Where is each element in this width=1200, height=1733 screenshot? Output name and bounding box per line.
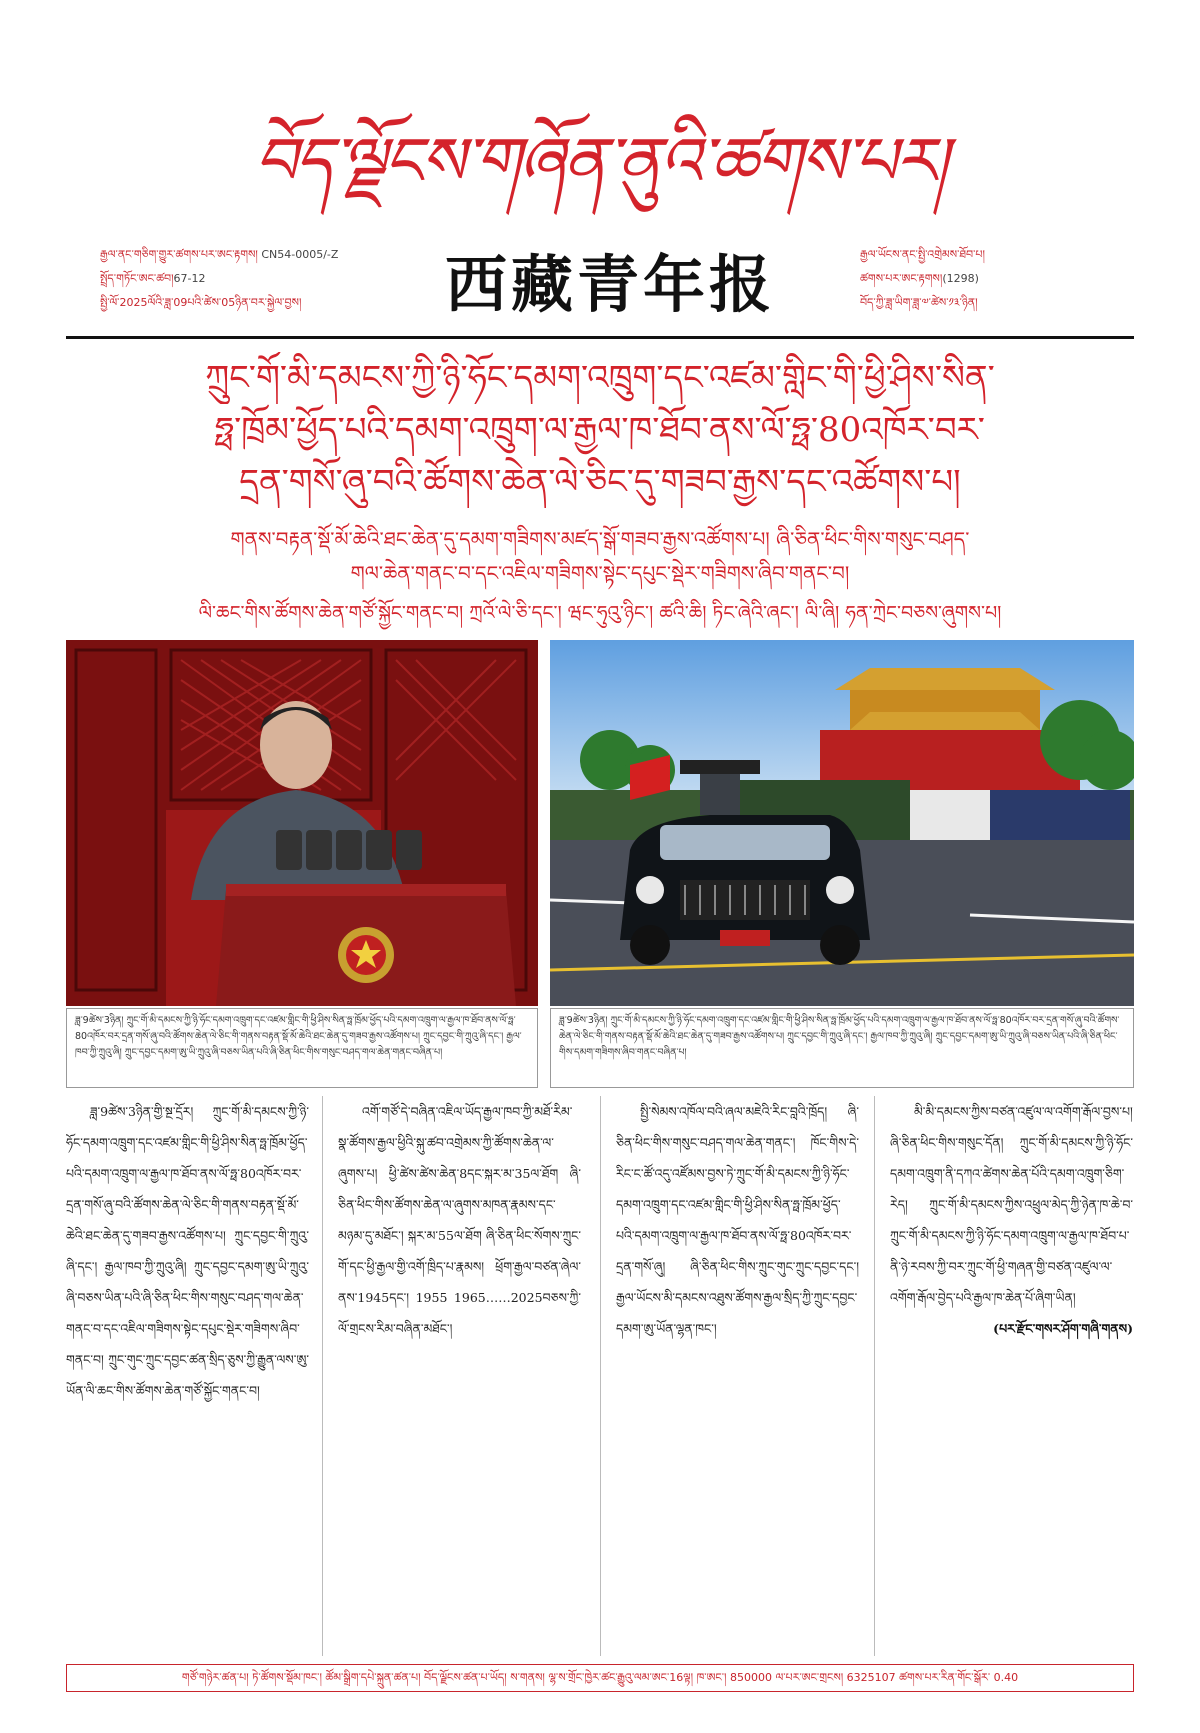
photo-caption-right: ཟླ་9ཚེས་3ཉིན། ཀྲུང་གོ་མི་དམངས་ཀྱི་ཉི་ཧོང་དམག་འཁྲུག་དང་འཛམ་གླིང་གི་ཕྱི་ཤིས་སིན་ཧྥ་ཁྲོམ་ཕྱོད་པའི་དམག་འཁྲུག་ལ་རྒྱལ་ཁ་ཐོབ་ནས་ལོ་ཧྥ་80འཁོར་བར་དྲན་གསོ་ཞུ་བའི་ཚོགས་ཆེན་ལེ་ཅིང་གི་གནས་བརྟན་སྡོ་མོ་ཆེའི་ཐང་ཆེན་དུ་གཟབ་རྒྱས་འཚོགས་པ། ཀྲུང་དབྱང་གི་ཀྲུའུ་ཞི་དང་། རྒྱལ་ཁབ་ཀྱི་ཀྲུའུ་ཞི། ཀྲུང་དབྱང་དམག་ཨུ་ཡི་ཀྲུའུ་ཞི་བཅས་ཡིན་པའི་ཞི་ཅིན་ཕིང་གིས་དམག་གཟིགས་ཞིབ་གནང་བཞིན་པ། bbox=[550, 1008, 1134, 1088]
photo-caption-left: ཟླ་9ཚེས་3ཉིན། ཀྲུང་གོ་མི་དམངས་ཀྱི་ཉི་ཧོང་དམག་འཁྲུག་དང་འཛམ་གླིང་གི་ཕྱི་ཤིས་སིན་ཧྥ་ཁྲོམ་ཕྱོད་པའི་དམག་འཁྲུག་ལ་རྒྱལ་ཁ་ཐོབ་ནས་ལོ་ཧྥ་80འཁོར་བར་དྲན་གསོ་ཞུ་བའི་ཚོགས་ཆེན་ལེ་ཅིང་གི་གནས་བརྟན་སྡོ་མོ་ཆེའི་ཐང་ཆེན་དུ་གཟབ་རྒྱས་འཚོགས་པ། ཀྲུང་དབྱང་གི་ཀྲུའུ་ཞི་དང་། རྒྱལ་ཁབ་ཀྱི་ཀྲུའུ་ཞི། ཀྲུང་དབྱང་དམག་ཨུ་ཡི་ཀྲུའུ་ཞི་བཅས་ཡིན་པའི་ཞི་ཅིན་ཕིང་གིས་གསུང་བཤད་གལ་ཆེན་གནང་བཞིན་པ། bbox=[66, 1008, 538, 1088]
column-2-text: འགོ་གཙོ་དེ་བཞིན་འཇིལ་ཡོད་རྒྱལ་ཁབ་ཀྱི་མཐོ་རིམ་སྣ་ཚོགས་རྒྱལ་ཕྱིའི་སྐུ་ཚབ་འགྲེམས་ཀྱི་ཚོགས་ཆེན་ལ་ཞུགས་པ། ཕྱི་ཚེས་ཚེས་ཆེན་8དང་སྐར་མ་35ལ་ཐོག ཞི་ཅིན་ཕིང་གིས་ཚོགས་ཆེན་ལ་ཞུགས་མཁན་རྣམས་དང་མཉམ་དུ་མཐོང་། སྐར་མ་55ལ་ཐོག ཞི་ཅིན་ཕིང་སོགས་ཀྲུང་གོ་དང་ཕྱི་རྒྱལ་གྱི་འགོ་ཁྲིད་པ་རྣམས། ཕྲོག་རྒྱལ་བཙན་ཞེལ་ནས་1945དང་། 1955 1965……2025བཅས་ཀྱི་ལོ་གྲངས་རིམ་བཞིན་མཐོང་། bbox=[338, 1104, 581, 1336]
issue-number-label: ཚགས་པར་ཨང་རྟགས། bbox=[860, 272, 943, 285]
article-column-4 bbox=[890, 1096, 1133, 1656]
masthead-divider bbox=[66, 336, 1134, 339]
postal-code: 67-12 bbox=[173, 272, 206, 285]
headline-line-1: ཀྲུང་གོ་མི་དམངས་ཀྱི་ཉི་ཧོང་དམག་འཁྲུག་དང་འཛམ་གླིང་གི་ཕྱི་ཤིས་སིན་ bbox=[205, 358, 995, 398]
publisher-footer: གཙོ་གཉེར་ཚན་པ། ཏེ་ཚོགས་སྡོམ་ཁང་། ཚོམ་སྒྲིག་དཔེ་སྐྲུན་ཚན་པ། བོད་ལྗོངས་ཚན་པ་ཡོད། ས་གནས། ལྷ་ས་གྲོང་ཁྱེར་ཚང་རྒྱུའུ་ལམ་ཨང་16ལྟ། ཁ་ཨང་། 850000 ལ་པར་ཨང་གྲངས། 6325107 ཚགས་པར་རིན་གོང་སྒོར་ 0.40 bbox=[66, 1664, 1134, 1692]
publication-info-right bbox=[860, 243, 1100, 315]
column-divider bbox=[600, 1096, 601, 1656]
tibetan-date: བོད་ཀྱི་ཟླ་ཡིག་ཟླ་༧་ཚེས་༡༣་ཉིན། bbox=[860, 296, 978, 309]
column-1-text: ཟླ་9ཚེས་3ཉིན་གྱི་སྔ་དྲོར། ཀྲུང་གོ་མི་དམངས་ཀྱི་ཉི་ཧོང་དམག་འཁྲུག་དང་འཛམ་གླིང་གི་ཕྱི་ཤིས་སིན་ཧྥ་ཁྲོམ་ཕྱོད་པའི་དམག་འཁྲུག་ལ་རྒྱལ་ཁ་ཐོབ་ནས་ལོ་ཧྥ་80འཁོར་བར་དྲན་གསོ་ཞུ་བའི་ཚོགས་ཆེན་ལེ་ཅིང་གི་གནས་བརྟན་སྡོ་མོ་ཆེའི་ཐང་ཆེན་དུ་གཟབ་རྒྱས་འཚོགས་པ། ཀྲུང་དབྱང་གི་ཀྲུའུ་ཞི་དང་། རྒྱལ་ཁབ་ཀྱི་ཀྲུའུ་ཞི། ཀྲུང་དབྱང་དམག་ཨུ་ཡི་ཀྲུའུ་ཞི་བཅས་ཡིན་པའི་ཞི་ཅིན་ཕིང་གིས་གསུང་བཤད་གལ་ཆེན་གནང་བ་དང་འཇིལ་གཟིགས་སྟེང་དཔུང་སྡེར་གཟིགས་ཞིབ་གནང་བ། ཀྲུང་གུང་ཀྲུང་དབྱང་ཚན་སྲིད་ཅུས་ཀྱི་རྒྱུན་ལས་ཨུ་ཡོན་ལི་ཆང་གིས་ཚོགས་ཆེན་གཙོ་སྐྱོང་གནང་བ། bbox=[66, 1104, 309, 1398]
issn-label: རྒྱལ་ནང་གཅིག་གྱུར་ཚགས་པར་ཨང་རྟགས། bbox=[100, 248, 258, 261]
issn-code: CN54-0005/-Z bbox=[261, 248, 339, 261]
subheadline-2: གལ་ཆེན་གནང་བ་དང་འཇིལ་གཟིགས་སྟེང་དཔུང་སྡེར་གཟིགས་ཞིབ་གནང་བ། bbox=[350, 561, 850, 585]
article-byline: (པར་རྫོང་གསར་ཤོག་གཞི་གནས) bbox=[993, 1321, 1133, 1336]
distribution-note: རྒྱལ་ཡོངས་ནང་སྤྱི་འགྲེམས་ཐོབ་པ། bbox=[860, 248, 985, 261]
column-divider bbox=[874, 1096, 875, 1656]
column-divider bbox=[322, 1096, 323, 1656]
article-column-2 bbox=[338, 1096, 581, 1656]
column-4-text: མི་མི་དམངས་ཀྱིས་བཙན་འཛུལ་ལ་འགོག་རྒོལ་བྱས་པ། ཞི་ཅིན་ཕིང་གིས་གསུང་དོན། ཀྲུང་གོ་མི་དམངས་ཀྱི་ཉི་ཧོང་དམག་འཁྲུག་ནི་དཀའ་ཚེགས་ཆེན་པོའི་དམག་འཁྲུག་ཅིག་རེད། ཀྲུང་གོ་མི་དམངས་ཀྱིས་འཕྲུལ་མེད་ཀྱི་ཉེན་ཁ་ཆེ་བ་ཀྲུང་གོ་མི་དམངས་ཀྱི་ཉི་ཧོང་དམག་འཁྲུག་ལ་རྒྱལ་ཁ་ཐོབ་པ་ནི་ཉེ་རབས་ཀྱི་བར་ཀྲུང་གོ་ཕྱི་གཞན་གྱི་བཙན་འཛུལ་ལ་འགོག་རྒོལ་བྱེད་པའི་རྒྱལ་ཁ་ཆེན་པོ་ཞིག་ཡིན། bbox=[890, 1104, 1133, 1305]
article-column-1 bbox=[66, 1096, 309, 1656]
publication-info-left bbox=[100, 243, 440, 315]
headline-line-3: དྲན་གསོ་ཞུ་བའི་ཚོགས་ཆེན་ལེ་ཅིང་དུ་གཟབ་རྒྱས་དང་འཚོགས་པ། bbox=[239, 462, 961, 502]
newspaper-title: 西藏青年报 bbox=[444, 248, 775, 321]
postal-label: སྤྲོད་གཏོང་ཨང་ཚབ། bbox=[100, 272, 174, 285]
subheadline-1: གནས་བརྟན་སྡོ་མོ་ཆེའི་ཐང་ཆེན་དུ་དམག་གཟིགས་མཛད་སྒོ་གཟབ་རྒྱས་འཚོགས་པ། ཞི་ཅིན་ཕིང་གིས་གསུང་བཤད་ bbox=[230, 527, 970, 551]
masthead-tibetan-title: བོད་ལྗོངས་གཞོན་ནུའི་ཚགས་པར། bbox=[253, 123, 947, 200]
headline-line-2: ཧྥ་ཁྲོམ་ཕྱོད་པའི་དམག་འཁྲུག་ལ་རྒྱལ་ཁ་ཐོབ་ནས་ལོ་ཧྥ་80འཁོར་བར་ bbox=[215, 410, 985, 450]
photo-parade-review bbox=[550, 640, 1134, 1006]
article-column-3 bbox=[616, 1096, 859, 1656]
issue-date: སྤྱི་ལོ་2025ལོའི་ཟླ་09པའི་ཚེས་05ཉིན་བར་སྐྱེལ་བྱས། bbox=[100, 296, 302, 309]
subheadline-3: ལི་ཆང་གིས་ཚོགས་ཆེན་གཙོ་སྐྱོང་གནང་བ། ཀྲའོ་ལེ་ཅི་དང་། ཝང་ཧུའུ་ཉིང་། ཚའི་ཆི། ཏིང་ཞེའི་ཞང་། ལི་ཞི། ཧན་ཀྲེང་བཅས་ཞུགས་པ། bbox=[198, 602, 1002, 624]
issue-number: (1298) bbox=[942, 272, 979, 285]
photo-speech-at-podium bbox=[66, 640, 538, 1006]
column-3-text: སྤྱི་སེམས་འཁོལ་བའི་ཞལ་མཇེའི་རིང་བླའི་ཁྲོད། ཞི་ཅིན་ཕིང་གིས་གསུང་བཤད་གལ་ཆེན་གནང་། ཁོང་གིས་དེ་རིང་ང་ཚོ་འདུ་འཛོམས་བྱས་ཏེ་ཀྲུང་གོ་མི་དམངས་ཀྱི་ཉི་ཧོང་དམག་འཁྲུག་དང་འཛམ་གླིང་གི་ཕྱི་ཤིས་སིན་ཧྥ་ཁྲོམ་ཕྱོད་པའི་དམག་འཁྲུག་ལ་རྒྱལ་ཁ་ཐོབ་ནས་ལོ་ཧྥ་80འཁོར་བར་དྲན་གསོ་ཞུ། ཞི་ཅིན་ཕིང་གིས་ཀྲུང་གུང་ཀྲུང་དབྱང་དང་། རྒྱལ་ཡོངས་མི་དམངས་འཐུས་ཚོགས་རྒྱལ་སྲིད་ཀྱི་ཀྲུང་དབྱང་དམག་ཨུ་ཡོན་ལྷན་ཁང་། bbox=[616, 1104, 859, 1336]
